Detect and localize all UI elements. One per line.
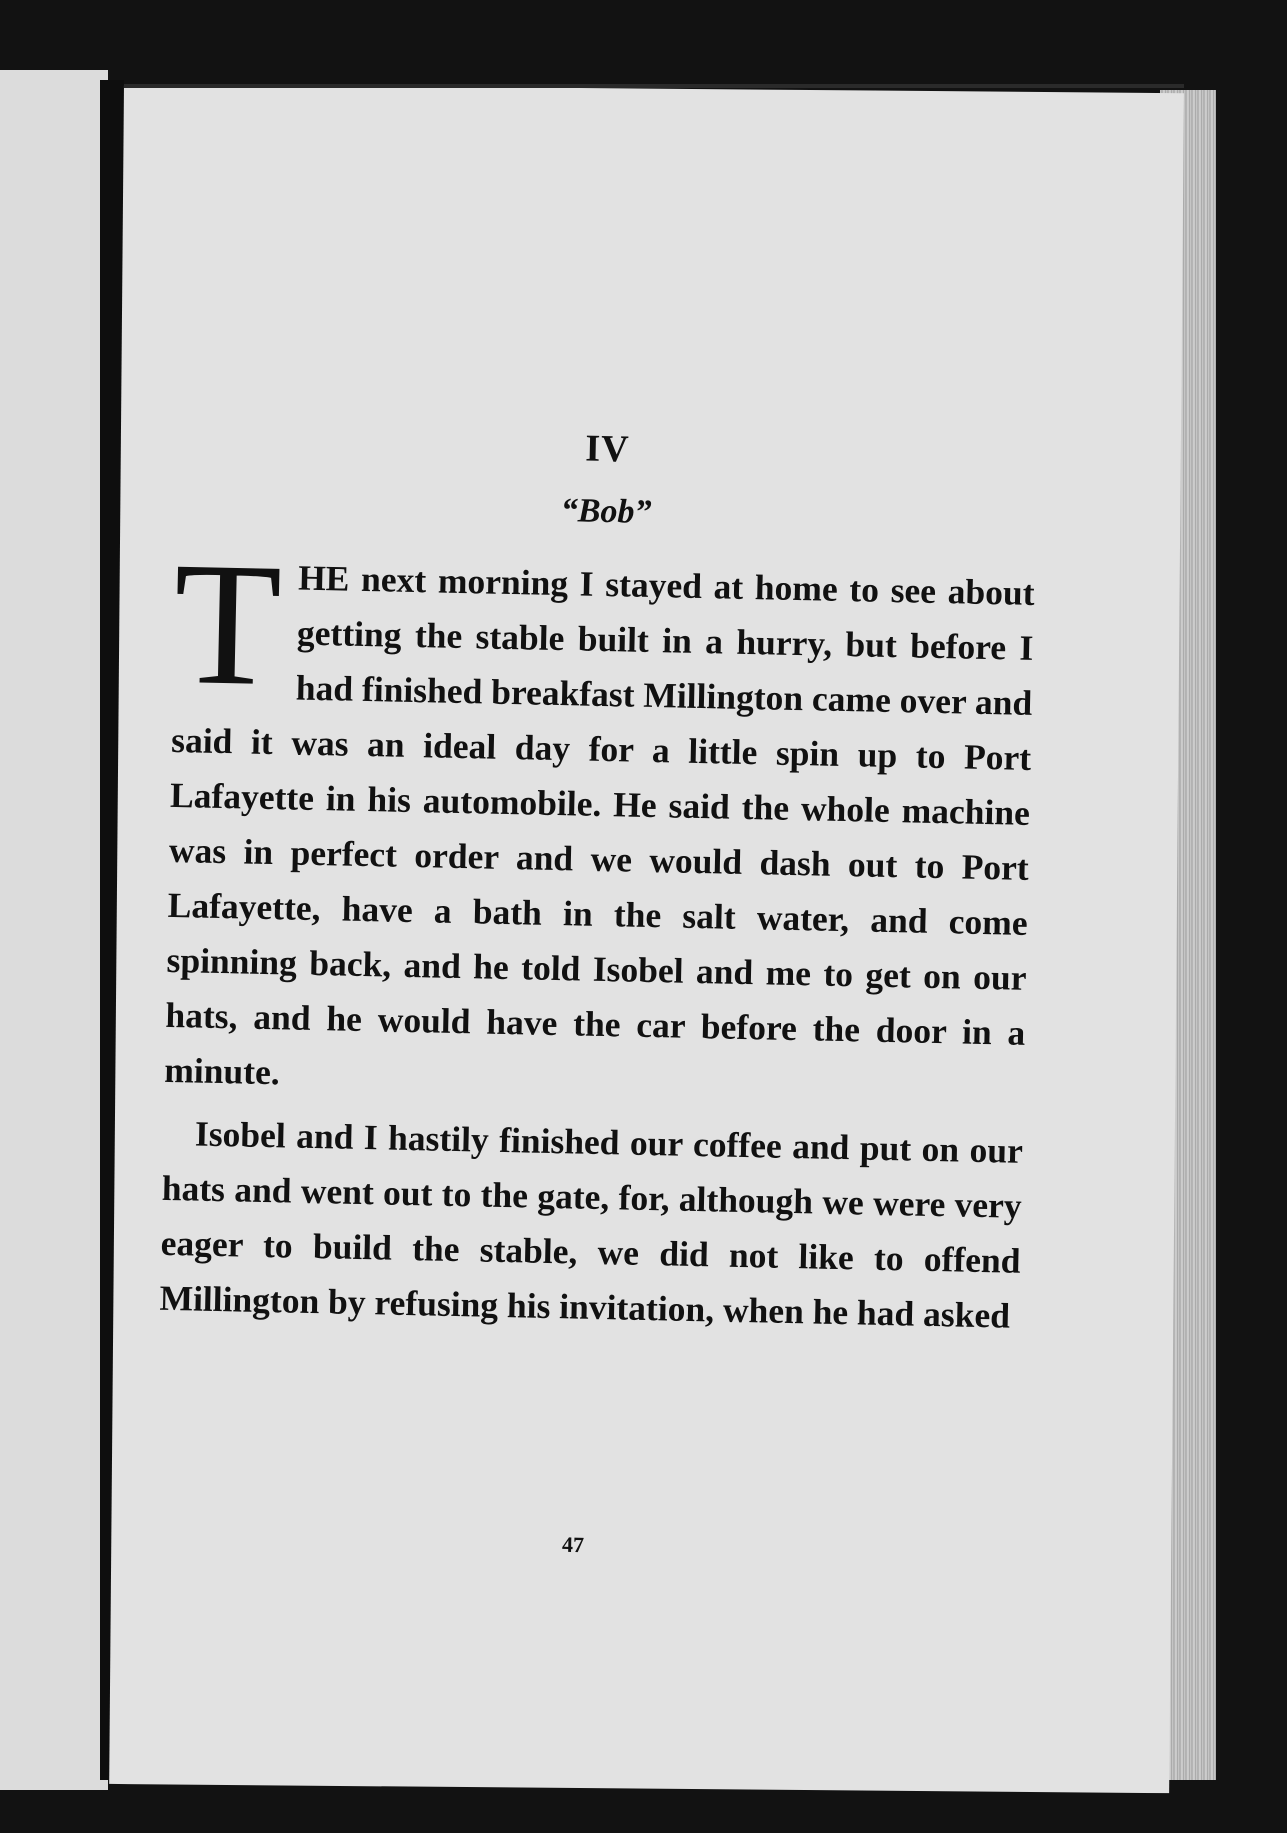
page-top-edge bbox=[124, 84, 1184, 88]
facing-page bbox=[0, 70, 108, 1790]
page-number: 47 bbox=[561, 1531, 585, 1558]
chapter-number: IV bbox=[584, 427, 630, 471]
chapter-title: “Bob” bbox=[560, 492, 652, 531]
paragraph-1 bbox=[163, 525, 1035, 1116]
paragraph-2: Isobel and I hastily finished our coffee and put on our hats and went out to the gate, for, although we were very eager to build the stable, we did not like to offend Millington by refusing his invitation, when he had asked bbox=[159, 1113, 1024, 1336]
paragraph-1-text: HE next morning I stayed at home to see about getting the stable built in a hurry, but before I had finished breakfast Millington came over and said it was an ideal day for a little spin up to Port Lafayette in his automobile. He said the whole machine was in perfect order and we would dash out to Port Lafayette, have a bath in the salt water, and come spinning back, and he told Isobel and me to get on our hats, and he would have the car before the door in a minute. bbox=[163, 557, 1035, 1093]
drop-cap: T bbox=[171, 525, 284, 724]
page-content bbox=[159, 418, 1038, 1344]
